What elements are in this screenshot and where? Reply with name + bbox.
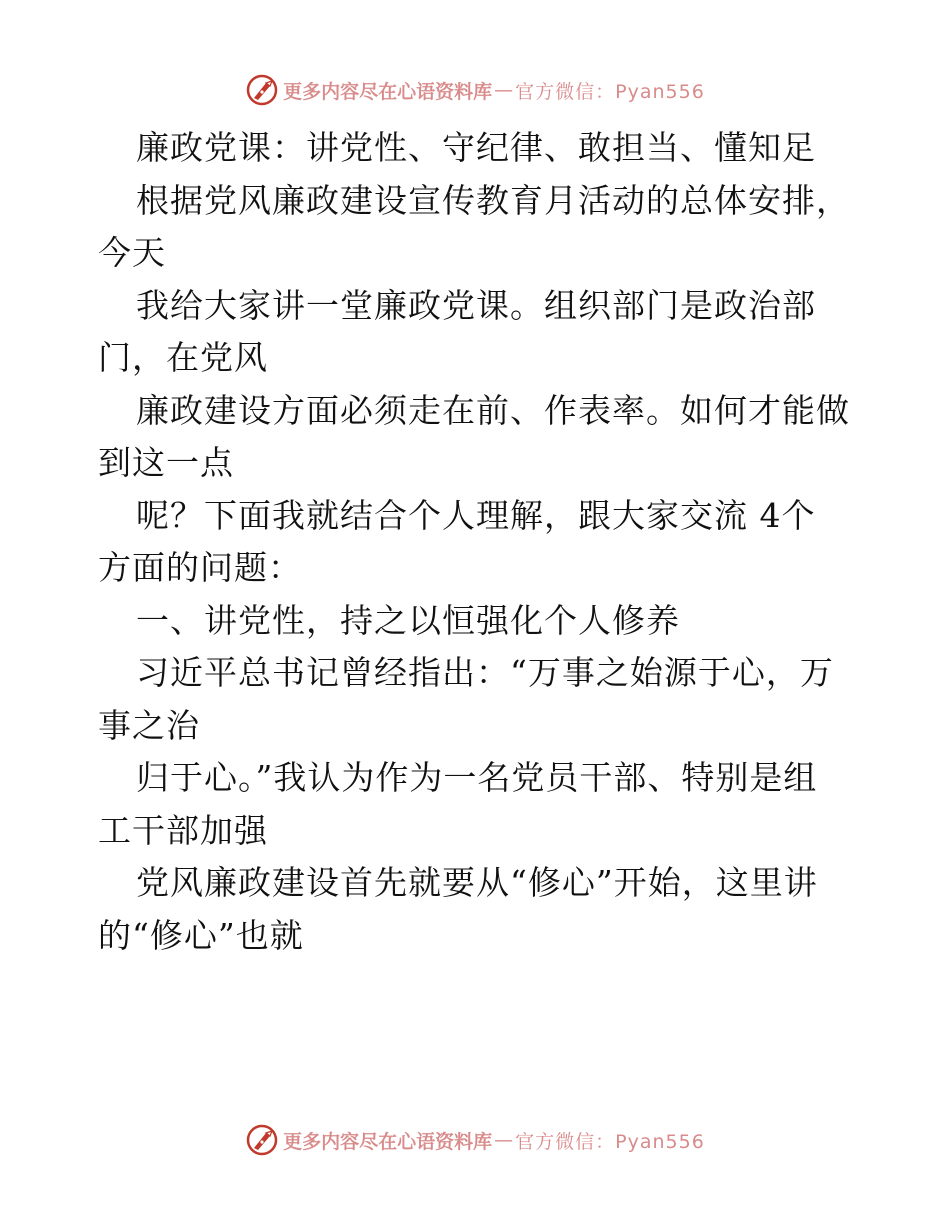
paragraph-line: 今天 [98, 233, 166, 272]
paragraph-line: 习近平总书记曾经指出：“万事之始源于心，万 [136, 653, 834, 692]
paragraph-line: 的“修心”也就 [98, 915, 304, 955]
banner-separator: — [494, 1129, 514, 1151]
paragraph-line: 廉政建设方面必须走在前、作表率。如何才能做 [136, 390, 850, 430]
banner-site-text: 更多内容尽在心语资料库 [283, 1130, 493, 1153]
paragraph-line: 呢？下面我就结合个人理解，跟大家交流 4个 [136, 495, 816, 535]
paragraph-line: 归于心。”我认为作为一名党员干部、特别是组 [136, 758, 818, 797]
pen-nib-logo-icon [245, 73, 279, 107]
paragraph-line: 根据党风廉政建设宣传教育月活动的总体安排， [136, 180, 850, 220]
document-title: 廉政党课：讲党性、守纪律、敢担当、懂知足 [136, 128, 816, 167]
paragraph-line: 我给大家讲一堂廉政党课。组织部门是政治部 [136, 285, 816, 325]
header-banner [0, 70, 950, 110]
footer-banner [0, 1120, 950, 1160]
banner-wechat-text: 官方微信：Pyan556 [515, 80, 705, 103]
paragraph-line: 党风廉政建设首先就要从“修心”开始，这里讲 [136, 863, 818, 902]
pen-nib-logo-icon [245, 1123, 279, 1157]
banner-wechat-text: 官方微信：Pyan556 [515, 1130, 705, 1153]
paragraph-line: 到这一点 [98, 443, 234, 482]
paragraph-line: 事之治 [98, 705, 200, 745]
banner-separator: — [494, 79, 514, 101]
section-heading: 一、讲党性，持之以恒强化个人修养 [136, 600, 680, 640]
paragraph-line: 工干部加强 [98, 810, 268, 850]
document-body [98, 122, 858, 962]
paragraph-line: 方面的问题： [98, 548, 302, 587]
banner-site-text: 更多内容尽在心语资料库 [283, 80, 493, 103]
paragraph-line: 门，在党风 [98, 338, 268, 377]
